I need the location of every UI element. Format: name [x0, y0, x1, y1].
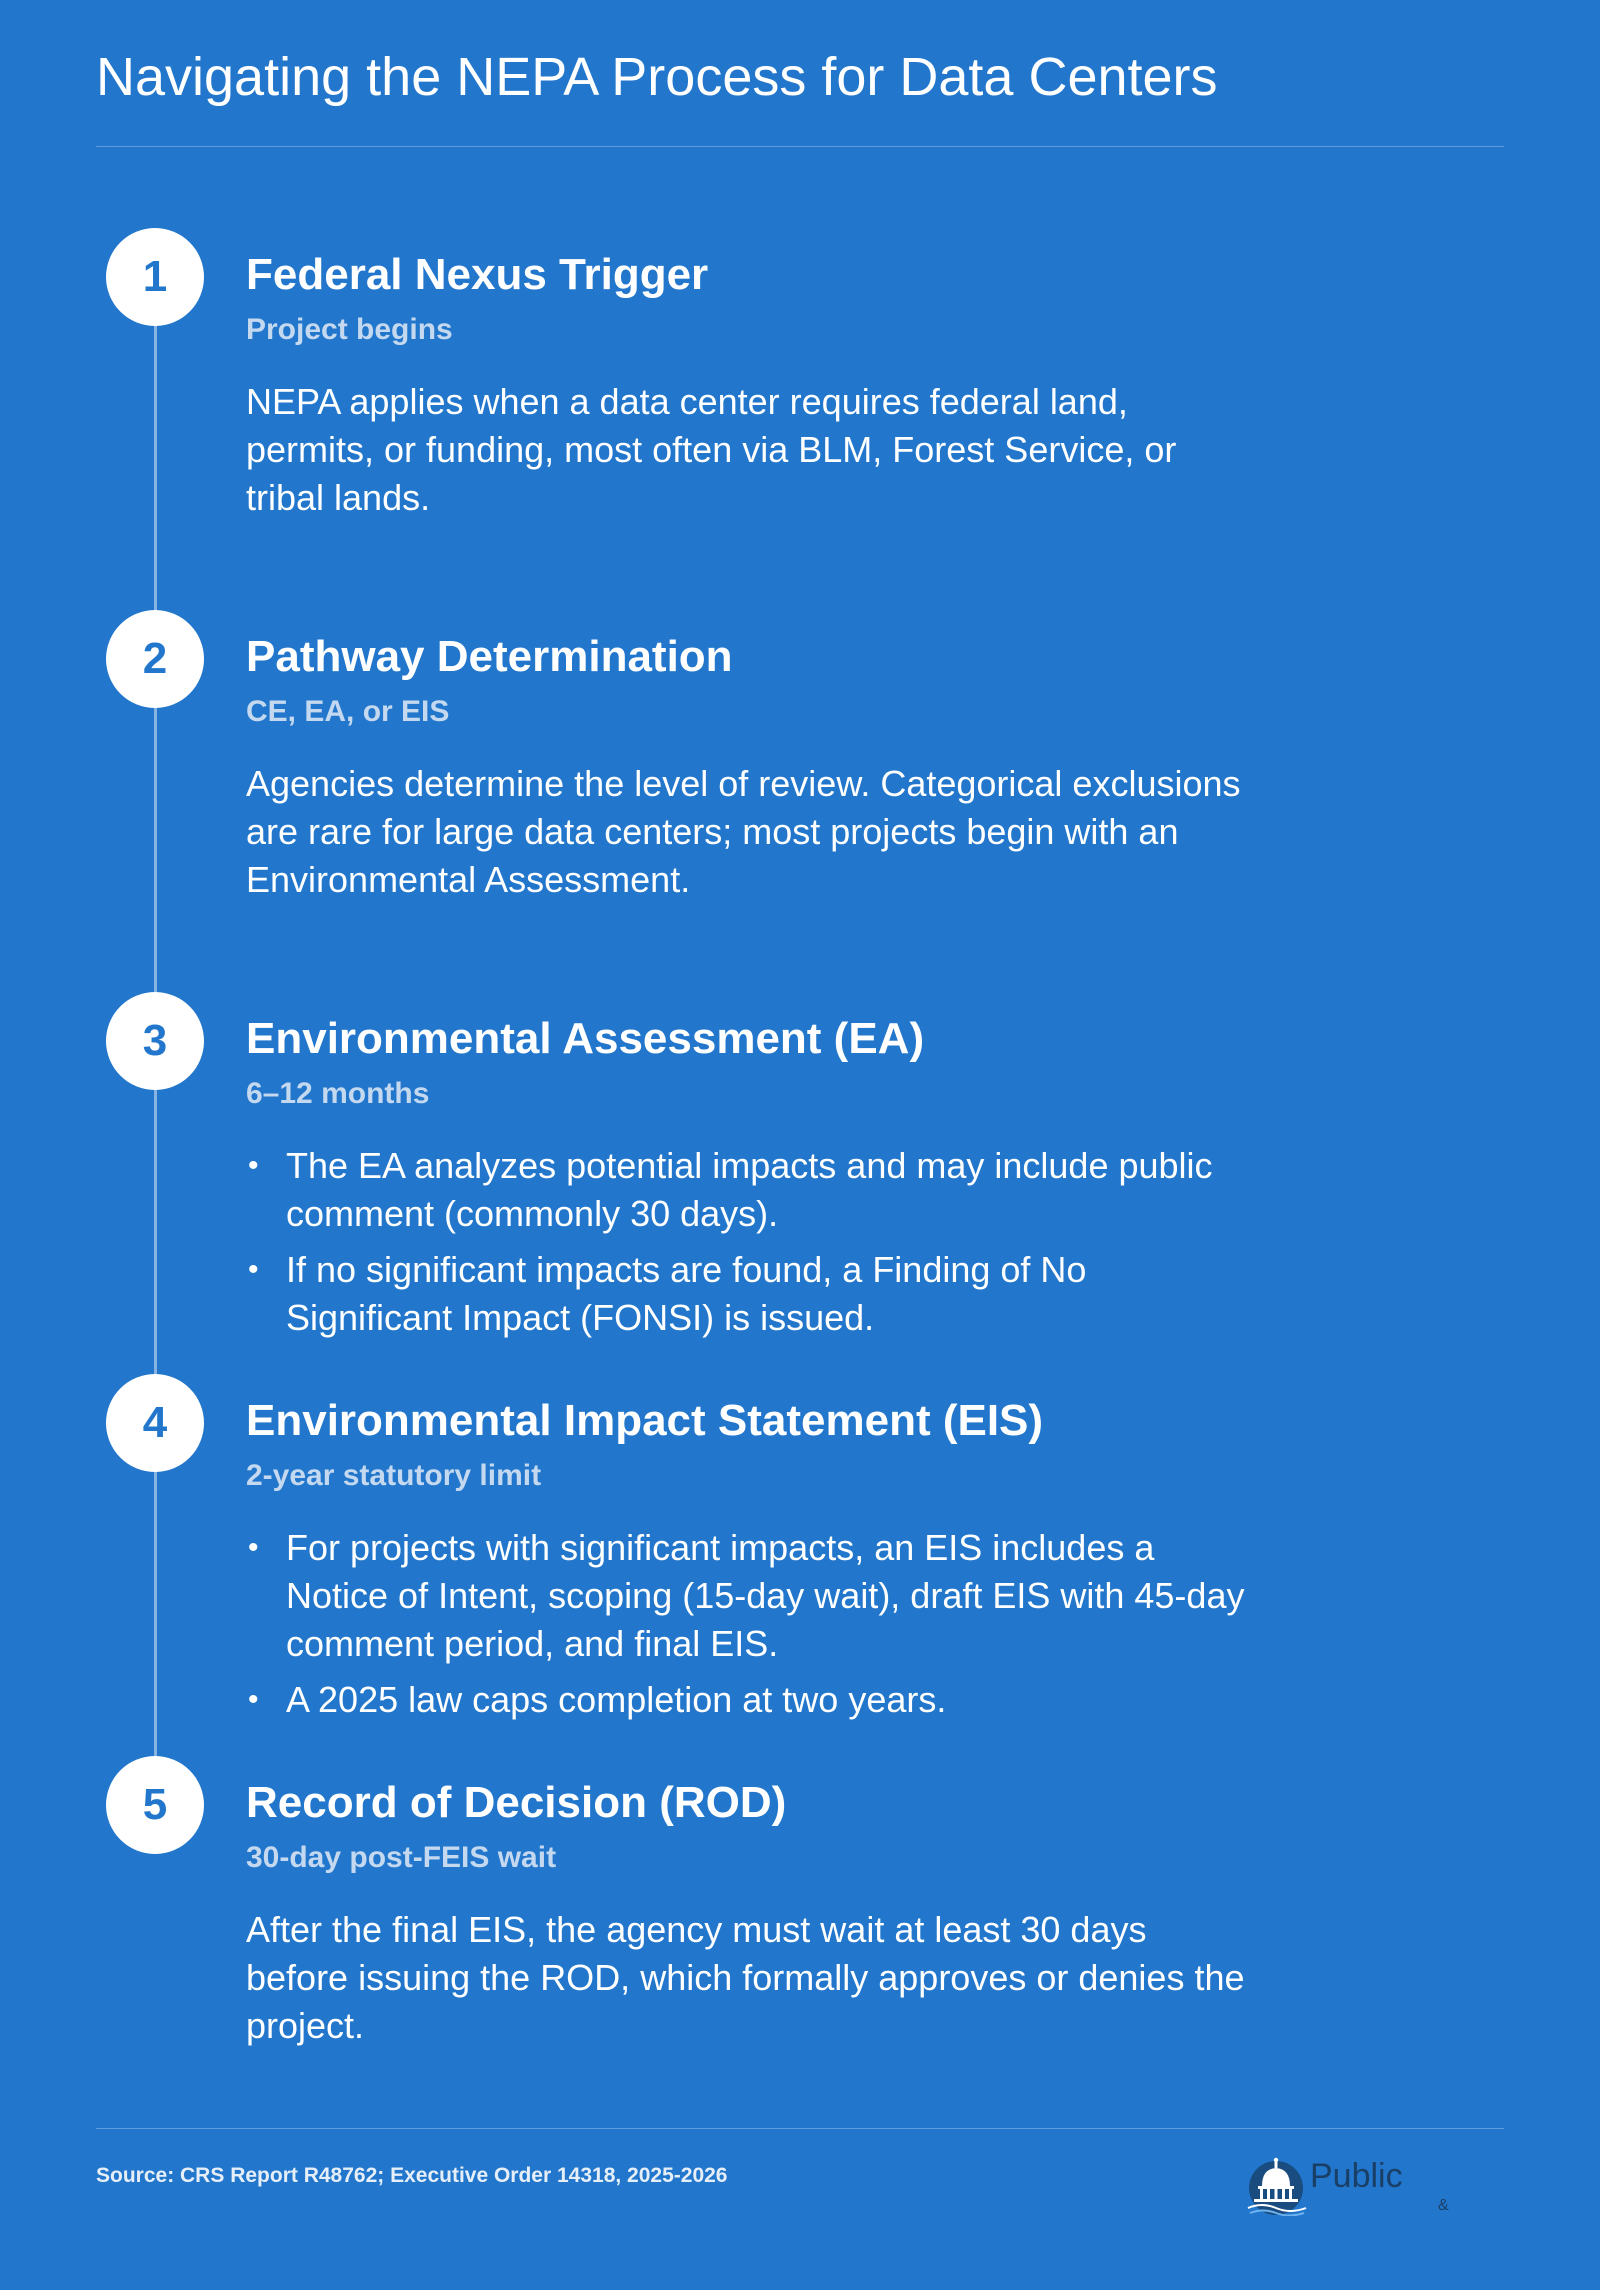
- bullet-text: The EA analyzes potential impacts and may include public comment (commonly 30 days).: [286, 1145, 1213, 1234]
- step-title: Environmental Assessment (EA): [246, 1014, 925, 1063]
- step-bullet-list: [246, 1524, 1246, 1724]
- bullet-item: [246, 1246, 1246, 1342]
- step-subtitle: 6–12 months: [246, 1077, 430, 1110]
- step-number-badge: 4: [106, 1374, 204, 1472]
- step-description: Agencies determine the level of review. Categorical exclusions are rare for large data centers; most projects begin with an Environmental Assessment.: [246, 763, 1241, 900]
- footer-divider: [96, 2128, 1504, 2129]
- logo-ampersand: &: [1438, 2197, 1449, 2214]
- step-subtitle: CE, EA, or EIS: [246, 695, 450, 728]
- step-title: Environmental Impact Statement (EIS): [246, 1396, 1044, 1445]
- bullet-dot-icon: •: [248, 1531, 259, 1564]
- page-title: Navigating the NEPA Process for Data Centers: [96, 47, 1218, 107]
- step-subtitle: Project begins: [246, 313, 453, 346]
- step-bullet-list: [246, 1142, 1246, 1342]
- step-title: Pathway Determination: [246, 632, 733, 681]
- step-title: Federal Nexus Trigger: [246, 250, 709, 299]
- step-number-badge: 1: [106, 228, 204, 326]
- step-content: [246, 1394, 1286, 1732]
- source-citation: Source: CRS Report R48762; Executive Order 14318, 2025-2026: [96, 2164, 728, 2187]
- step-description: NEPA applies when a data center requires federal land, permits, or funding, most often via BLM, Forest Service, or tribal lands.: [246, 381, 1177, 518]
- step-number-badge: 2: [106, 610, 204, 708]
- header-divider: [96, 146, 1504, 147]
- bullet-item: [246, 1142, 1246, 1238]
- bullet-dot-icon: •: [248, 1683, 259, 1716]
- bullet-dot-icon: •: [248, 1149, 259, 1182]
- step-content: [246, 1776, 1286, 2050]
- bullet-text: If no significant impacts are found, a Finding of No Significant Impact (FONSI) is issued.: [286, 1249, 1087, 1338]
- step-number-badge: 5: [106, 1756, 204, 1854]
- step-subtitle: 30-day post-FEIS wait: [246, 1841, 557, 1874]
- step-subtitle: 2-year statutory limit: [246, 1459, 542, 1492]
- bullet-dot-icon: •: [248, 1253, 259, 1286]
- bullet-text: For projects with significant impacts, an EIS includes a Notice of Intent, scoping (15-day wait), draft EIS with 45-day comment period, and final EIS.: [286, 1527, 1245, 1664]
- step-title: Record of Decision (ROD): [246, 1778, 787, 1827]
- bullet-item: [246, 1524, 1246, 1668]
- publisher-logo: [1246, 2156, 1486, 2216]
- step-content: [246, 630, 1286, 904]
- step-content: [246, 1012, 1286, 1350]
- capitol-dome-icon: [1246, 2156, 1308, 2216]
- logo-wordmark: Public: [1310, 2157, 1403, 2195]
- step-number-badge: 3: [106, 992, 204, 1090]
- step-content: [246, 248, 1286, 522]
- bullet-item: [246, 1676, 1246, 1724]
- bullet-text: A 2025 law caps completion at two years.: [286, 1679, 947, 1720]
- step-description: After the final EIS, the agency must wait at least 30 days before issuing the ROD, which formally approves or denies the project.: [246, 1909, 1245, 2046]
